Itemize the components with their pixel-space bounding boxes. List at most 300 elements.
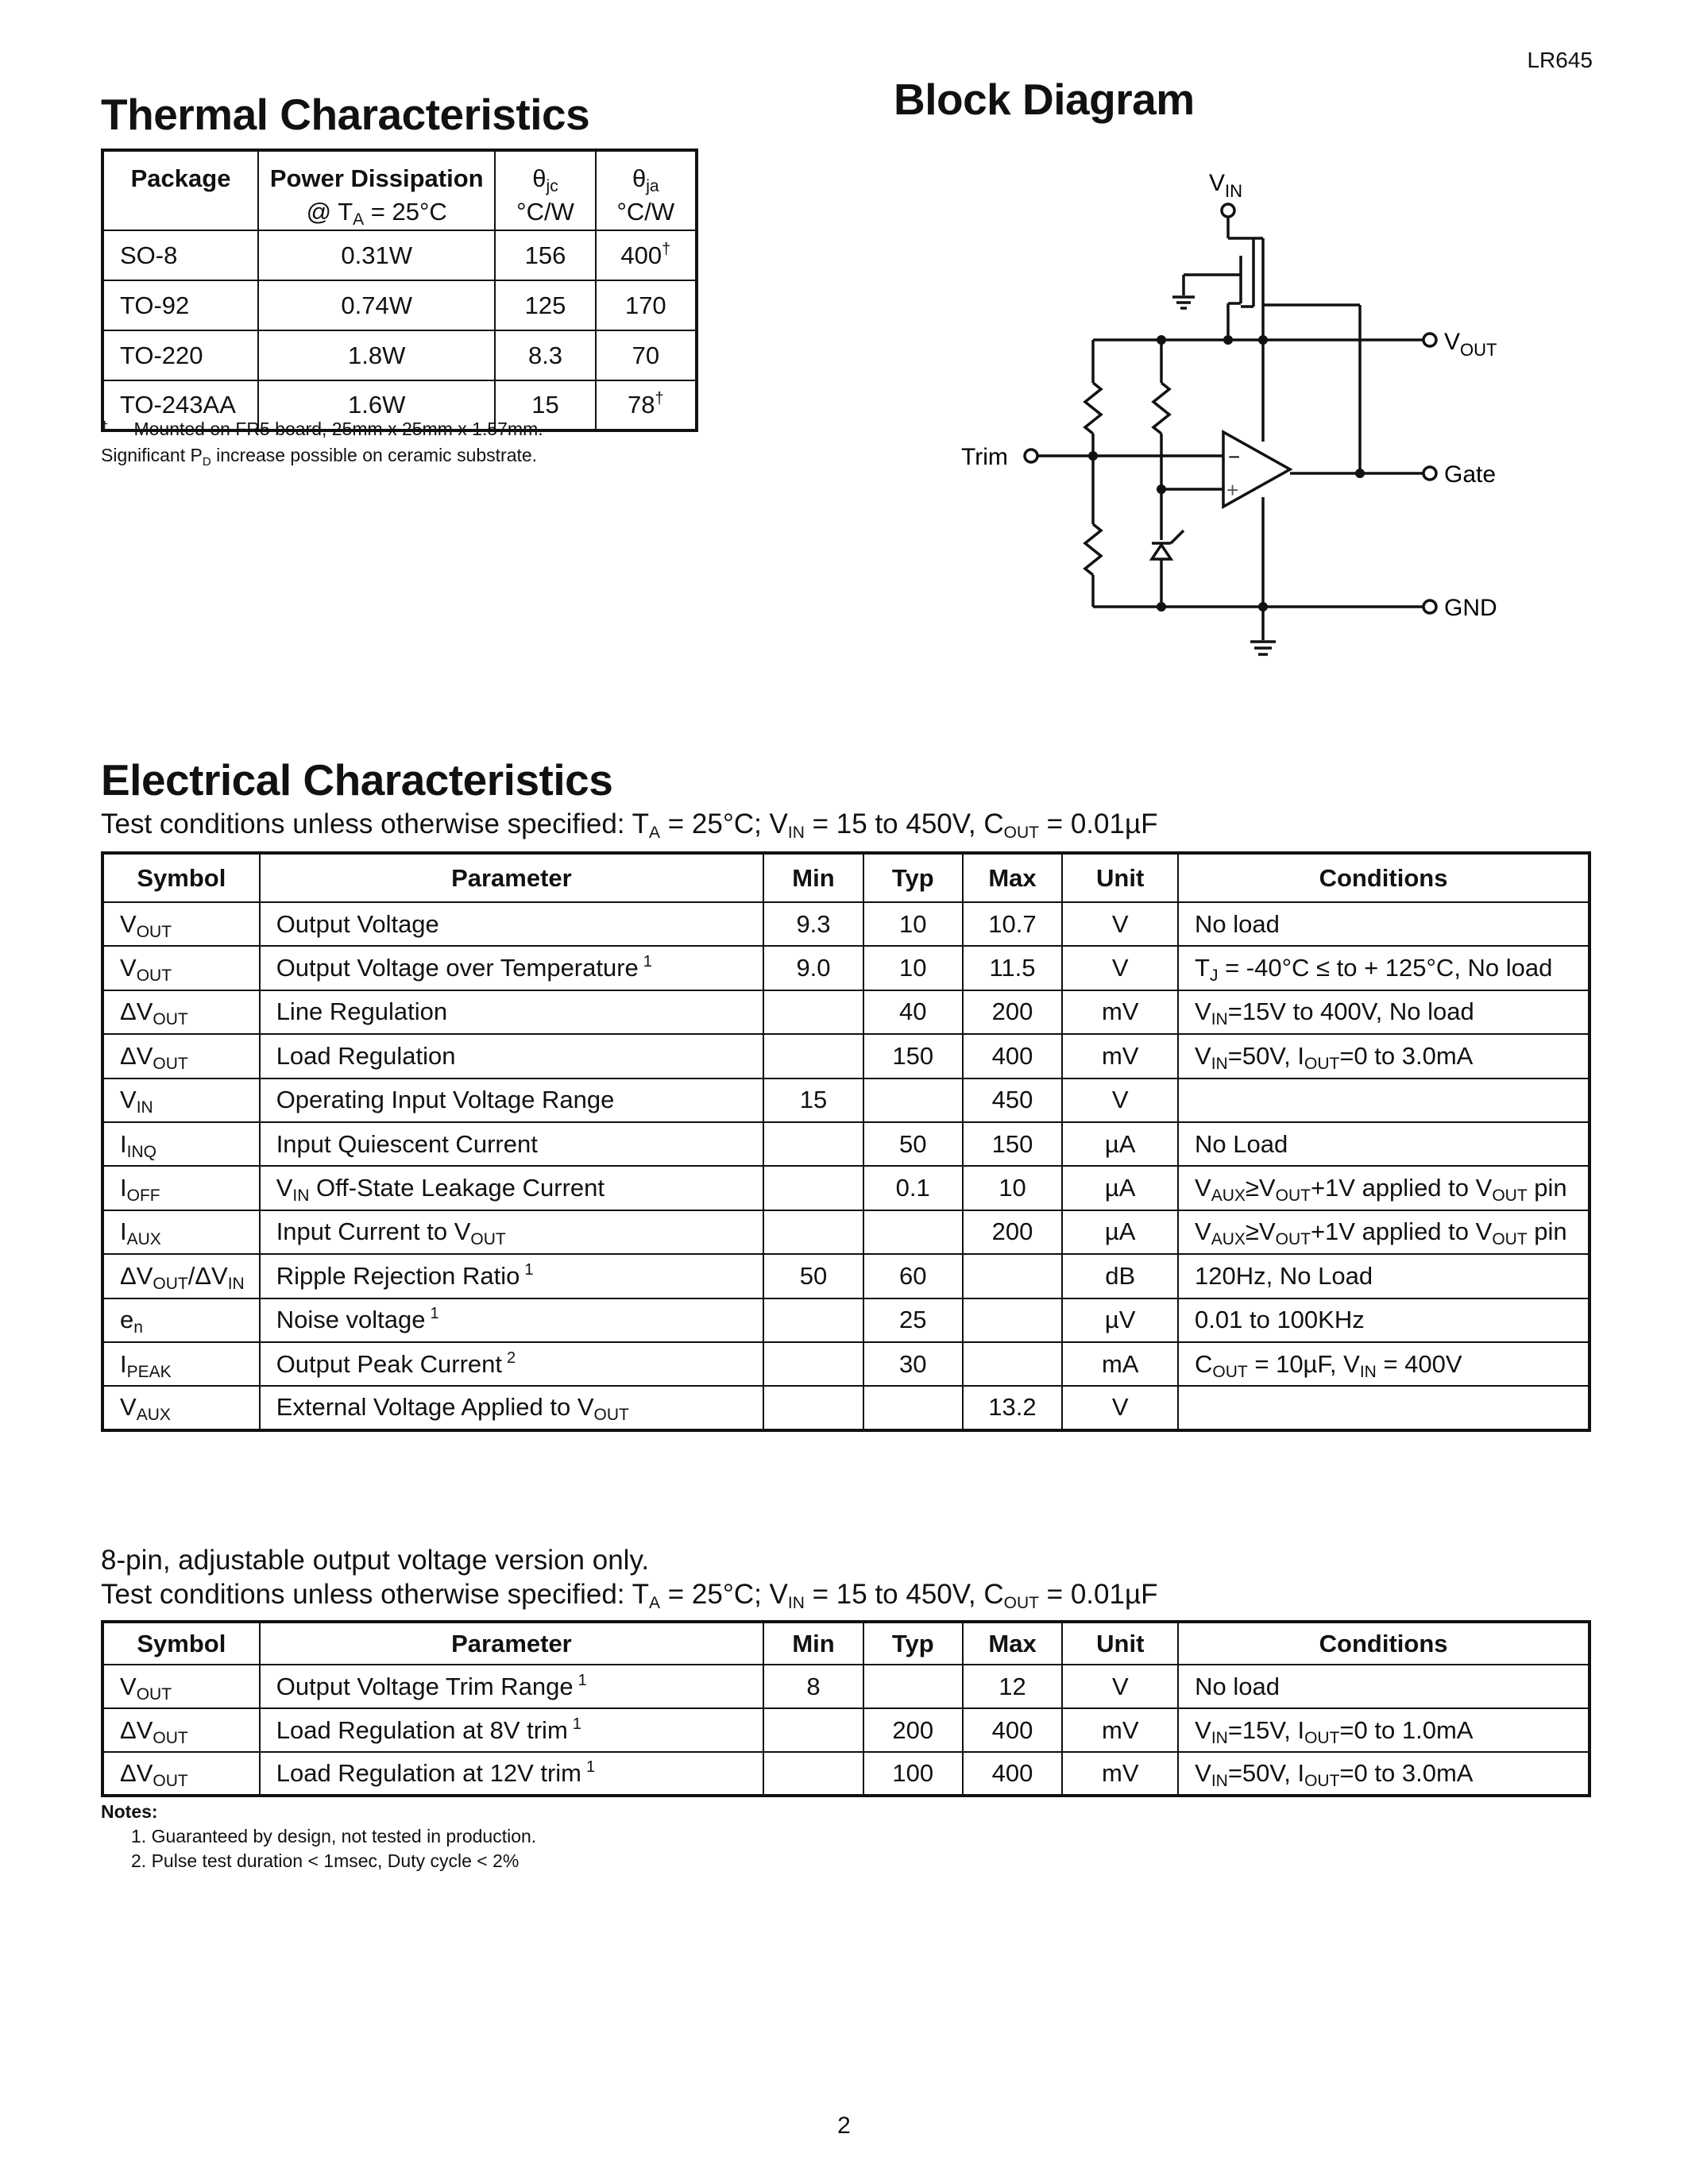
parameter: Output Voltage: [276, 909, 439, 938]
symbol-cell: [102, 1210, 260, 1254]
thermal-title: Thermal Characteristics: [101, 90, 590, 139]
typ-cell: 25: [863, 1298, 963, 1342]
footnote-text1: Mounted on FR5 board, 25mm x 25mm x 1.57mm.: [133, 419, 543, 439]
condition-text: ≥V: [1245, 1217, 1276, 1246]
min-cell: [763, 1342, 863, 1386]
thermal-footnote: [101, 416, 543, 469]
column-header-conditions: Conditions: [1178, 853, 1590, 902]
parameter-cell: [260, 990, 763, 1034]
theta-ja-value: 400: [620, 241, 662, 269]
note-ref: 1: [586, 1758, 596, 1776]
notes-title: Notes:: [101, 1801, 158, 1822]
column-header-typ: Typ: [863, 853, 963, 902]
theta-ja-cell: [596, 330, 697, 380]
typ-cell: 100: [863, 1752, 963, 1796]
condition-sub: AUX: [1211, 1187, 1246, 1206]
symbol: ΔV: [120, 997, 153, 1026]
min-cell: 9.0: [763, 946, 863, 990]
symbol-cell: [102, 1122, 260, 1166]
power-cell: 1.6W: [258, 380, 495, 430]
column-header-unit: Unit: [1062, 1622, 1178, 1665]
table-row: [102, 1254, 1590, 1298]
vout-label: $V_{OUT}$: [1444, 329, 1497, 360]
note-1: 1. Guaranteed by design, not tested in production.: [131, 1826, 537, 1846]
max-cell: [963, 1298, 1063, 1342]
power-at: @ T: [306, 198, 353, 226]
junction: [1088, 451, 1098, 461]
max-cell: 450: [963, 1078, 1063, 1122]
typ-cell: [863, 1386, 963, 1430]
parameter: Operating Input Voltage Range: [276, 1086, 615, 1114]
block-diagram: [945, 159, 1517, 667]
power-cell: 1.8W: [258, 330, 495, 380]
unit-cell: mV: [1062, 1752, 1178, 1796]
vin-terminal: [1222, 204, 1234, 217]
parameter: Line Regulation: [276, 997, 448, 1026]
unit-cell: mV: [1062, 1708, 1178, 1752]
unit-cell: mV: [1062, 990, 1178, 1034]
condition-text: =0 to 3.0mA: [1339, 1041, 1474, 1070]
parameter-cell: [260, 902, 763, 946]
typ-cell: 10: [863, 902, 963, 946]
parameter-cell: [260, 1254, 763, 1298]
condition-sub: IN: [1211, 1010, 1228, 1029]
theta-ja-value: 70: [632, 341, 660, 369]
condition-text: V: [1195, 997, 1211, 1026]
table-row: [102, 1708, 1590, 1752]
unit-cell: dB: [1062, 1254, 1178, 1298]
unit-cell: µA: [1062, 1210, 1178, 1254]
min-cell: [763, 1298, 863, 1342]
junction: [1258, 335, 1268, 345]
symbol-sub: PEAK: [126, 1362, 172, 1381]
gate-terminal: [1423, 467, 1436, 480]
condition-sub: OUT: [1275, 1187, 1311, 1206]
note-ref: 1: [430, 1305, 439, 1323]
conditions-cell: [1178, 1078, 1590, 1122]
symbol: I: [120, 1349, 127, 1378]
condition-text: V: [1195, 1174, 1211, 1202]
symbol-sub: OUT: [153, 1274, 188, 1293]
junction: [1223, 335, 1233, 345]
condition-text: V: [1195, 1217, 1211, 1246]
condition-text: 0.01 to 100KHz: [1195, 1306, 1365, 1334]
condition-sub: IN: [1211, 1054, 1228, 1073]
note-ref: 1: [643, 953, 652, 971]
conditions-cell: [1178, 1342, 1590, 1386]
resistor-bottom-left: [1085, 524, 1101, 575]
condition-text: No Load: [1195, 1129, 1288, 1158]
power-cell: 0.74W: [258, 280, 495, 330]
thermal-row: [102, 230, 697, 280]
table-row: [102, 1210, 1590, 1254]
table-row: [102, 946, 1590, 990]
symbol2: /ΔV: [187, 1261, 228, 1290]
theta-symbol: θ: [532, 164, 547, 192]
symbol-sub: AUX: [126, 1230, 161, 1249]
condition-text: =50V, I: [1227, 1759, 1305, 1787]
part-number: LR645: [1527, 48, 1593, 72]
symbol-sub: OUT: [136, 1684, 172, 1704]
column-header-min: Min: [763, 853, 863, 902]
condition-sub: AUX: [1211, 1230, 1246, 1249]
parameter-pre: V: [276, 1174, 293, 1202]
symbol-sub: AUX: [136, 1406, 171, 1425]
unit-cell: mA: [1062, 1342, 1178, 1386]
theta-jc: [496, 164, 594, 193]
conditions-cell: [1178, 1210, 1590, 1254]
max-cell: [963, 1254, 1063, 1298]
symbol: ΔV: [120, 1261, 153, 1290]
max-cell: 200: [963, 990, 1063, 1034]
symbol: V: [120, 909, 137, 938]
min-cell: 8: [763, 1665, 863, 1708]
parameter: Output Peak Current: [276, 1349, 503, 1378]
min-cell: [763, 1708, 863, 1752]
typ-cell: 0.1: [863, 1166, 963, 1210]
electrical-conditions: Test conditions unless otherwise specified: $T_A = 25^\circ C$; $V_{IN} = 15$ to 450V, $C_{OUT} = 0.01\mu F$: [101, 808, 1158, 842]
condition-text: +1V applied to V: [1310, 1174, 1493, 1202]
symbol-sub: IN: [136, 1098, 153, 1117]
condition-sub: OUT: [1492, 1230, 1528, 1249]
max-cell: 10: [963, 1166, 1063, 1210]
dagger-mark: †: [662, 240, 671, 258]
parameter: Off-State Leakage Current: [309, 1174, 605, 1202]
typ-cell: 50: [863, 1122, 963, 1166]
max-cell: 400: [963, 1034, 1063, 1078]
max-cell: 150: [963, 1122, 1063, 1166]
conditions-cell: [1178, 1708, 1590, 1752]
condition-text: No load: [1195, 1672, 1280, 1700]
min-cell: 15: [763, 1078, 863, 1122]
table-row: [102, 1386, 1590, 1430]
resistor-top-left: [1085, 383, 1101, 434]
power-temp: = 25°C: [364, 198, 447, 226]
unit-cell: V: [1062, 1386, 1178, 1430]
table-row: [102, 1034, 1590, 1078]
opamp-plus: +: [1226, 478, 1239, 502]
conditions-cell: [1178, 1122, 1590, 1166]
adjustable-conditions: Test conditions unless otherwise specified: $T_A = 25^\circ C$; $V_{IN} = 15$ to 450V, $C_{OUT} = 0.01\mu F$: [101, 1579, 1158, 1612]
symbol: ΔV: [120, 1715, 153, 1744]
condition-text: 120Hz, No Load: [1195, 1261, 1373, 1290]
zener-diode: [1152, 545, 1171, 559]
min-cell: [763, 990, 863, 1034]
power-sub: A: [353, 210, 365, 229]
max-cell: 12: [963, 1665, 1063, 1708]
footnote-text2a: Significant P: [101, 445, 203, 465]
conditions-cell: [1178, 990, 1590, 1034]
max-cell: [963, 1342, 1063, 1386]
table-row: [102, 1665, 1590, 1708]
column-header-parameter: Parameter: [260, 1622, 763, 1665]
symbol: ΔV: [120, 1041, 153, 1070]
symbol-sub: OUT: [153, 1772, 188, 1790]
conditions-cell: [1178, 1034, 1590, 1078]
min-cell: [763, 1752, 863, 1796]
condition-text: = 10µF, V: [1247, 1349, 1360, 1378]
junction: [1355, 469, 1365, 478]
condition-sub: OUT: [1304, 1728, 1340, 1747]
parameter: Load Regulation: [276, 1041, 456, 1070]
condition-text: ≥V: [1245, 1174, 1276, 1202]
conditions-cell: [1178, 1665, 1590, 1708]
unit-cell: V: [1062, 946, 1178, 990]
page-number: 2: [837, 2113, 851, 2139]
vout-terminal: [1423, 334, 1436, 346]
trim-label: Trim: [961, 444, 1008, 470]
adjustable-intro: 8-pin, adjustable output voltage version only.: [101, 1545, 650, 1576]
conditions-cell: [1178, 902, 1590, 946]
table-row: [102, 1298, 1590, 1342]
condition-text: T: [1195, 954, 1210, 982]
conditions-cell: [1178, 1254, 1590, 1298]
condition-sub: OUT: [1275, 1230, 1311, 1249]
condition-text: =15V, I: [1227, 1715, 1305, 1744]
unit-cell: V: [1062, 1665, 1178, 1708]
max-cell: 10.7: [963, 902, 1063, 946]
condition-text: pin: [1527, 1217, 1567, 1246]
junction: [1258, 602, 1268, 612]
unit-cell: µV: [1062, 1298, 1178, 1342]
typ-cell: [863, 1210, 963, 1254]
opamp-minus: −: [1228, 445, 1241, 469]
typ-cell: 40: [863, 990, 963, 1034]
unit-cell: V: [1062, 1078, 1178, 1122]
symbol-cell: [102, 1078, 260, 1122]
gnd-terminal: [1423, 600, 1436, 613]
parameter-sub: OUT: [593, 1406, 629, 1425]
condition-sub: OUT: [1212, 1362, 1248, 1381]
typ-cell: [863, 1078, 963, 1122]
condition-text: =0 to 1.0mA: [1339, 1715, 1474, 1744]
parameter-cell: [260, 1122, 763, 1166]
min-cell: 9.3: [763, 902, 863, 946]
note-ref: 2: [507, 1349, 516, 1367]
gate-label: Gate: [1444, 461, 1497, 488]
thermal-header-row: [102, 150, 697, 230]
condition-sub: IN: [1211, 1772, 1228, 1790]
dagger-mark: †: [655, 390, 664, 407]
condition-text: V: [1195, 1715, 1211, 1744]
junction: [1157, 335, 1166, 345]
symbol: I: [120, 1129, 127, 1158]
column-header-typ: Typ: [863, 1622, 963, 1665]
max-cell: 200: [963, 1210, 1063, 1254]
parameter: Noise voltage: [276, 1306, 426, 1334]
unit-cell: µA: [1062, 1122, 1178, 1166]
electrical-table: [101, 851, 1591, 1432]
parameter-sub: OUT: [470, 1230, 506, 1249]
table-row: [102, 1752, 1590, 1796]
parameter: External Voltage Applied to V: [276, 1393, 594, 1422]
theta-jc-cell: 125: [495, 280, 595, 330]
typ-cell: 60: [863, 1254, 963, 1298]
table-row: [102, 1342, 1590, 1386]
vin-label: $V_{IN}$: [1209, 170, 1243, 201]
conditions-cell: [1178, 1298, 1590, 1342]
table-row: [102, 902, 1590, 946]
symbol: I: [120, 1174, 127, 1202]
symbol-sub: OUT: [153, 1054, 188, 1073]
symbol-cell: [102, 902, 260, 946]
theta-jc-cell: 8.3: [495, 330, 595, 380]
block-diagram-title: Block Diagram: [894, 75, 1195, 124]
symbol-sub: INQ: [126, 1142, 156, 1161]
column-header-symbol: Symbol: [102, 853, 260, 902]
table-row: [102, 1166, 1590, 1210]
unit-cell: V: [1062, 902, 1178, 946]
symbol: V: [120, 954, 137, 982]
thermal-row: [102, 280, 697, 330]
symbol: V: [120, 1086, 137, 1114]
parameter-cell: [260, 1342, 763, 1386]
thermal-table: [101, 149, 698, 432]
condition-text: = -40°C ≤ to + 125°C, No load: [1218, 954, 1553, 982]
package-cell: TO-243AA: [102, 380, 258, 430]
condition-text: =0 to 3.0mA: [1339, 1759, 1474, 1787]
symbol-sub: OUT: [153, 1728, 188, 1747]
column-header-max: Max: [963, 853, 1063, 902]
parameter-cell: [260, 1210, 763, 1254]
package-cell: TO-220: [102, 330, 258, 380]
symbol2-sub: IN: [227, 1274, 245, 1293]
typ-cell: 200: [863, 1708, 963, 1752]
symbol: V: [120, 1672, 137, 1700]
symbol-cell: [102, 1386, 260, 1430]
power-line1: Power Dissipation: [269, 164, 484, 192]
typ-cell: [863, 1665, 963, 1708]
condition-text: V: [1195, 1041, 1211, 1070]
condition-sub: J: [1209, 967, 1219, 986]
parameter: Input Quiescent Current: [276, 1129, 538, 1158]
theta-symbol: θ: [632, 164, 647, 192]
min-cell: [763, 1166, 863, 1210]
condition-text: =50V, I: [1227, 1041, 1304, 1070]
column-header-min: Min: [763, 1622, 863, 1665]
symbol: ΔV: [120, 1759, 153, 1787]
col-theta-jc: [495, 150, 595, 230]
theta-jc-sub: jc: [546, 177, 558, 195]
theta-ja-value: 170: [624, 291, 666, 319]
symbol: V: [120, 1393, 137, 1422]
condition-text: V: [1195, 1759, 1211, 1787]
table-row: [102, 1122, 1590, 1166]
symbol-sub: OUT: [153, 1010, 188, 1029]
conditions-cell: [1178, 1752, 1590, 1796]
condition-sub: OUT: [1492, 1187, 1528, 1206]
condition-text: C: [1195, 1349, 1213, 1378]
condition-sub: OUT: [1304, 1772, 1340, 1790]
unit-cell: mV: [1062, 1034, 1178, 1078]
footnote-text2b: increase possible on ceramic substrate.: [211, 445, 538, 465]
adjustable-table: [101, 1620, 1591, 1797]
symbol-sub: OUT: [136, 967, 172, 986]
thermal-row: [102, 330, 697, 380]
min-cell: [763, 1122, 863, 1166]
typ-cell: 150: [863, 1034, 963, 1078]
parameter-cell: [260, 1708, 763, 1752]
theta-ja-cell: [596, 380, 697, 430]
footnote-sub: D: [202, 455, 211, 469]
parameter-cell: [260, 1665, 763, 1708]
parameter-cell: [260, 1034, 763, 1078]
electrical-title: Electrical Characteristics: [101, 755, 613, 805]
note-2: 2. Pulse test duration < 1msec, Duty cycle < 2%: [131, 1850, 520, 1871]
symbol-cell: [102, 1034, 260, 1078]
condition-sub: IN: [1211, 1728, 1228, 1747]
condition-sub: OUT: [1304, 1054, 1340, 1073]
note-ref: 1: [572, 1715, 581, 1733]
parameter-cell: [260, 1386, 763, 1430]
parameter: Load Regulation at 8V trim: [276, 1715, 568, 1744]
package-cell: TO-92: [102, 280, 258, 330]
parameter-cell: [260, 1298, 763, 1342]
condition-text: +1V applied to V: [1310, 1217, 1493, 1246]
trim-terminal: [1025, 450, 1037, 462]
theta-jc-cell: 156: [495, 230, 595, 280]
theta-ja-value: 78: [628, 391, 655, 419]
min-cell: [763, 1386, 863, 1430]
symbol: e: [120, 1306, 134, 1334]
conditions-cell: [1178, 1166, 1590, 1210]
resistor-top-mid: [1153, 383, 1169, 434]
symbol-cell: [102, 990, 260, 1034]
package-cell: SO-8: [102, 230, 258, 280]
symbol-cell: [102, 1342, 260, 1386]
parameter-cell: [260, 1166, 763, 1210]
parameter-cell: [260, 1078, 763, 1122]
theta-jc-unit: °C/W: [516, 198, 574, 226]
theta-ja-cell: [596, 230, 697, 280]
parameter: Output Voltage over Temperature: [276, 954, 639, 982]
note-ref: 1: [524, 1260, 534, 1279]
adjustable-header-row: [102, 1622, 1590, 1665]
typ-cell: 30: [863, 1342, 963, 1386]
power-line2: [259, 193, 494, 229]
table-row: [102, 1078, 1590, 1122]
theta-ja-sub: ja: [646, 177, 659, 195]
theta-ja: [597, 164, 695, 193]
symbol-cell: [102, 1166, 260, 1210]
max-cell: 400: [963, 1708, 1063, 1752]
symbol-cell: [102, 1752, 260, 1796]
column-header-max: Max: [963, 1622, 1063, 1665]
symbol-cell: [102, 946, 260, 990]
power-cell: 0.31W: [258, 230, 495, 280]
column-header-conditions: Conditions: [1178, 1622, 1590, 1665]
parameter: Load Regulation at 12V trim: [276, 1759, 582, 1787]
note-ref: 1: [577, 1671, 587, 1689]
conditions-cell: [1178, 946, 1590, 990]
symbol-sub: OFF: [126, 1187, 160, 1206]
column-header-unit: Unit: [1062, 853, 1178, 902]
max-cell: 11.5: [963, 946, 1063, 990]
junction: [1157, 484, 1166, 494]
footnote-line2: [101, 442, 543, 469]
condition-text: =15V to 400V, No load: [1227, 997, 1474, 1026]
min-cell: [763, 1210, 863, 1254]
min-cell: [763, 1034, 863, 1078]
parameter-cell: [260, 1752, 763, 1796]
col-package: Package: [102, 150, 258, 230]
symbol-cell: [102, 1298, 260, 1342]
symbol: I: [120, 1217, 127, 1246]
parameter: Output Voltage Trim Range: [276, 1672, 574, 1700]
symbol-cell: [102, 1254, 260, 1298]
electrical-header-row: [102, 853, 1590, 902]
symbol-cell: [102, 1665, 260, 1708]
